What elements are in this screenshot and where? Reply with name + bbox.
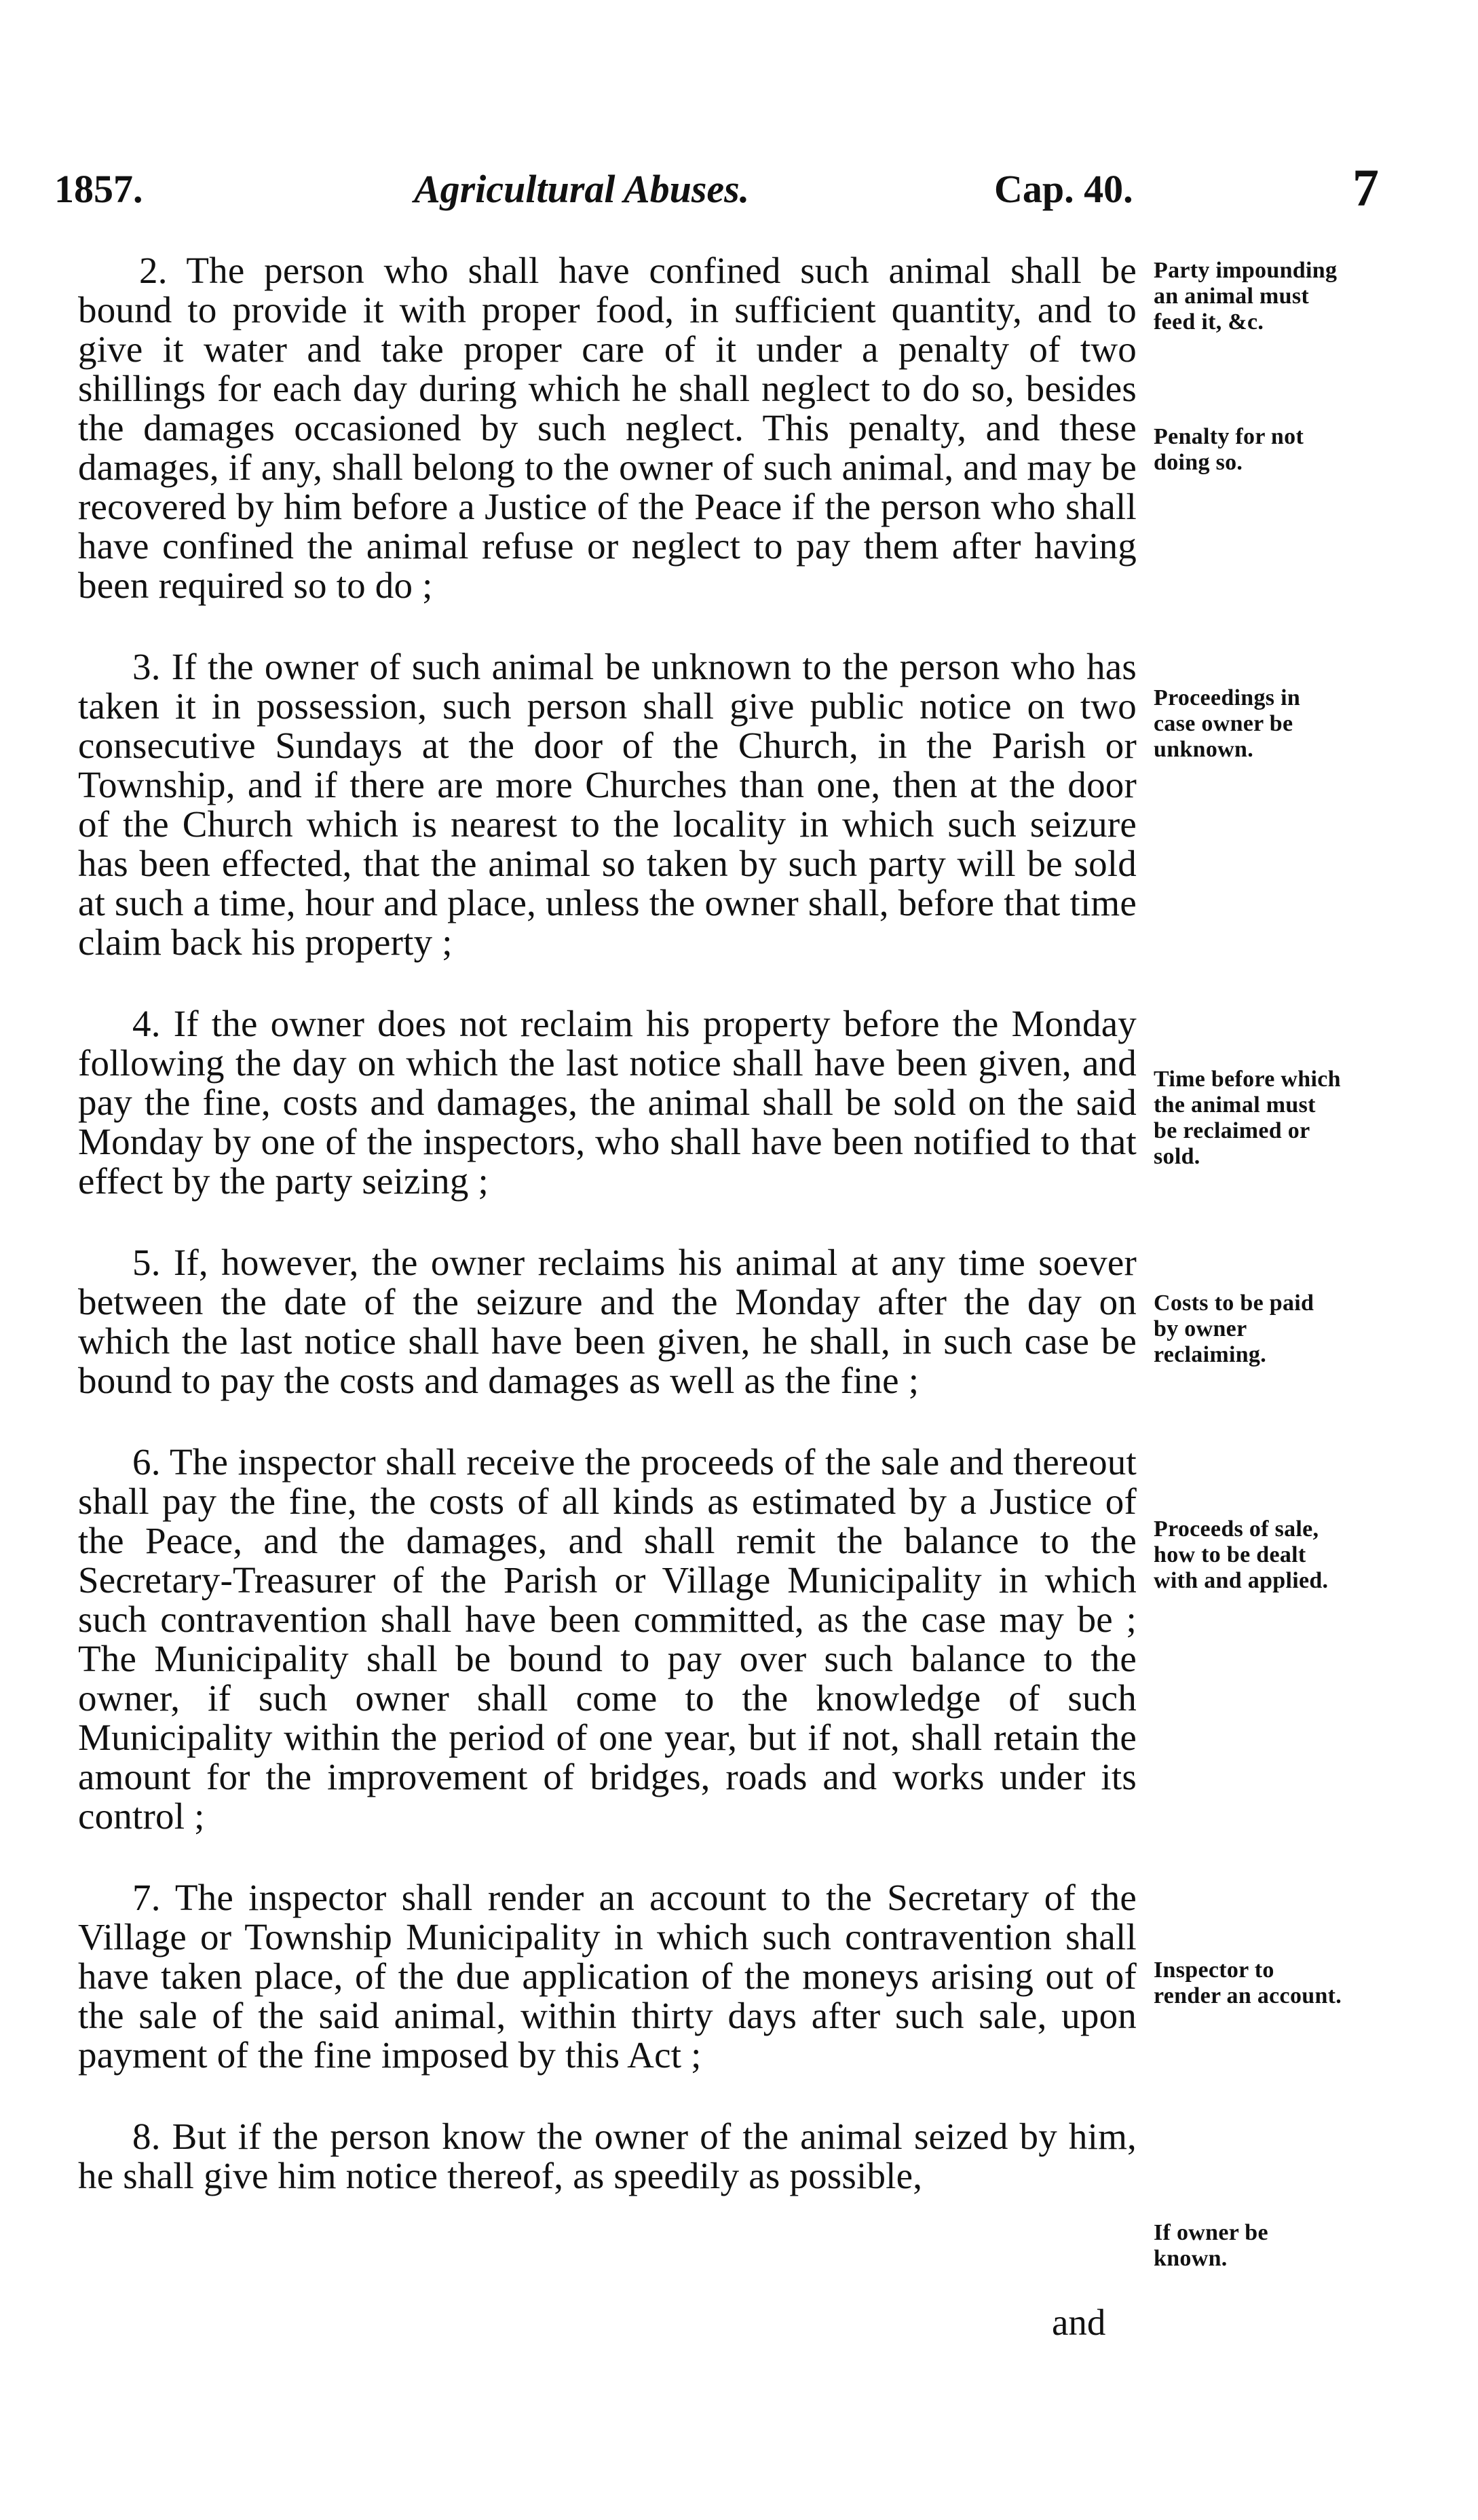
- catchword: and: [1052, 2302, 1106, 2343]
- header-title: Agricultural Abuses.: [414, 167, 750, 211]
- margin-note-time-before-sale: Time before which the animal must be reclaimed or sold.: [1154, 1067, 1341, 1169]
- margin-note-penalty: Penalty for not doing so.: [1154, 424, 1304, 475]
- page-number: 7: [1352, 158, 1379, 217]
- margin-note-impounding: Party impounding an animal must feed it, &c.: [1154, 258, 1338, 335]
- margin-note-proceeds: Proceeds of sale, how to be dealt with and applied.: [1154, 1516, 1329, 1593]
- header-year: 1857.: [54, 167, 143, 211]
- section-2-paragraph: 2. The person who shall have confined such animal shall be bound to provide it with proper food, in sufficient quantity, and to give it water and take proper care of it under a penalty of two shillings for each day during which he shall neglect to do so, besides the damages occasioned by such neglect. This penalty, and these damages, if any, shall belong to the owner of such animal, and may be recovered by him before a Justice of the Peace if the person who shall have confined the animal refuse or neglect to pay them after having been required so to do ;: [78, 250, 1137, 606]
- margin-note-costs: Costs to be paid by owner reclaiming.: [1154, 1291, 1314, 1367]
- section-4-paragraph: 4. If the owner does not reclaim his property before the Monday following the day on which the last notice shall have been given, and pay the fine, costs and damages, the animal shall be sold on the said Monday by one of the inspectors, who shall have been notified to that effect by the party seizing ;: [78, 1003, 1137, 1202]
- header-chapter: Cap. 40.: [994, 167, 1133, 211]
- section-6-paragraph: 6. The inspector shall receive the proceeds of the sale and thereout shall pay the fine, the costs of all kinds as estimated by a Justice of the Peace, and the damages, and shall remit the balance to the Secretary-Treasurer of the Parish or Village Municipality in which such contravention shall have been committed, as the case may be ; The Municipality shall be bound to pay over such balance to the owner, if such owner shall come to the knowledge of such Municipality within the period of one year, but if not, shall retain the amount for the improvement of bridges, roads and works under its control ;: [78, 1441, 1137, 1837]
- margin-note-owner-known: If owner be known.: [1154, 2220, 1268, 2271]
- section-3-paragraph: 3. If the owner of such animal be unknown to the person who has taken it in possession, such person shall give public notice on two consecutive Sundays at the door of the Church, in the Parish or Township, and if there are more Churches than one, then at the door of the Church which is nearest to the locality in which such seizure has been effected, that the animal so taken by such party will be sold at such a time, hour and place, unless the owner shall, before that time claim back his property ;: [78, 646, 1137, 963]
- margin-note-unknown-owner: Proceedings in case owner be unknown.: [1154, 685, 1301, 762]
- section-8-paragraph: 8. But if the person know the owner of the animal seized by him, he shall give him notice thereof, as speedily as possible,: [78, 2116, 1137, 2196]
- margin-note-inspector-account: Inspector to render an account.: [1154, 1958, 1342, 2008]
- section-5-paragraph: 5. If, however, the owner reclaims his animal at any time soever between the date of the seizure and the Monday after the day on which the last notice shall have been given, he shall, in such case be bound to pay the costs and damages as well as the fine ;: [78, 1242, 1137, 1401]
- section-7-paragraph: 7. The inspector shall render an account to the Secretary of the Village or Township Municipality in which such contravention shall have taken place, of the due application of the moneys arising out of the sale of the said animal, within thirty days after such sale, upon payment of the fine imposed by this Act ;: [78, 1877, 1137, 2076]
- body-text: [78, 251, 1137, 2238]
